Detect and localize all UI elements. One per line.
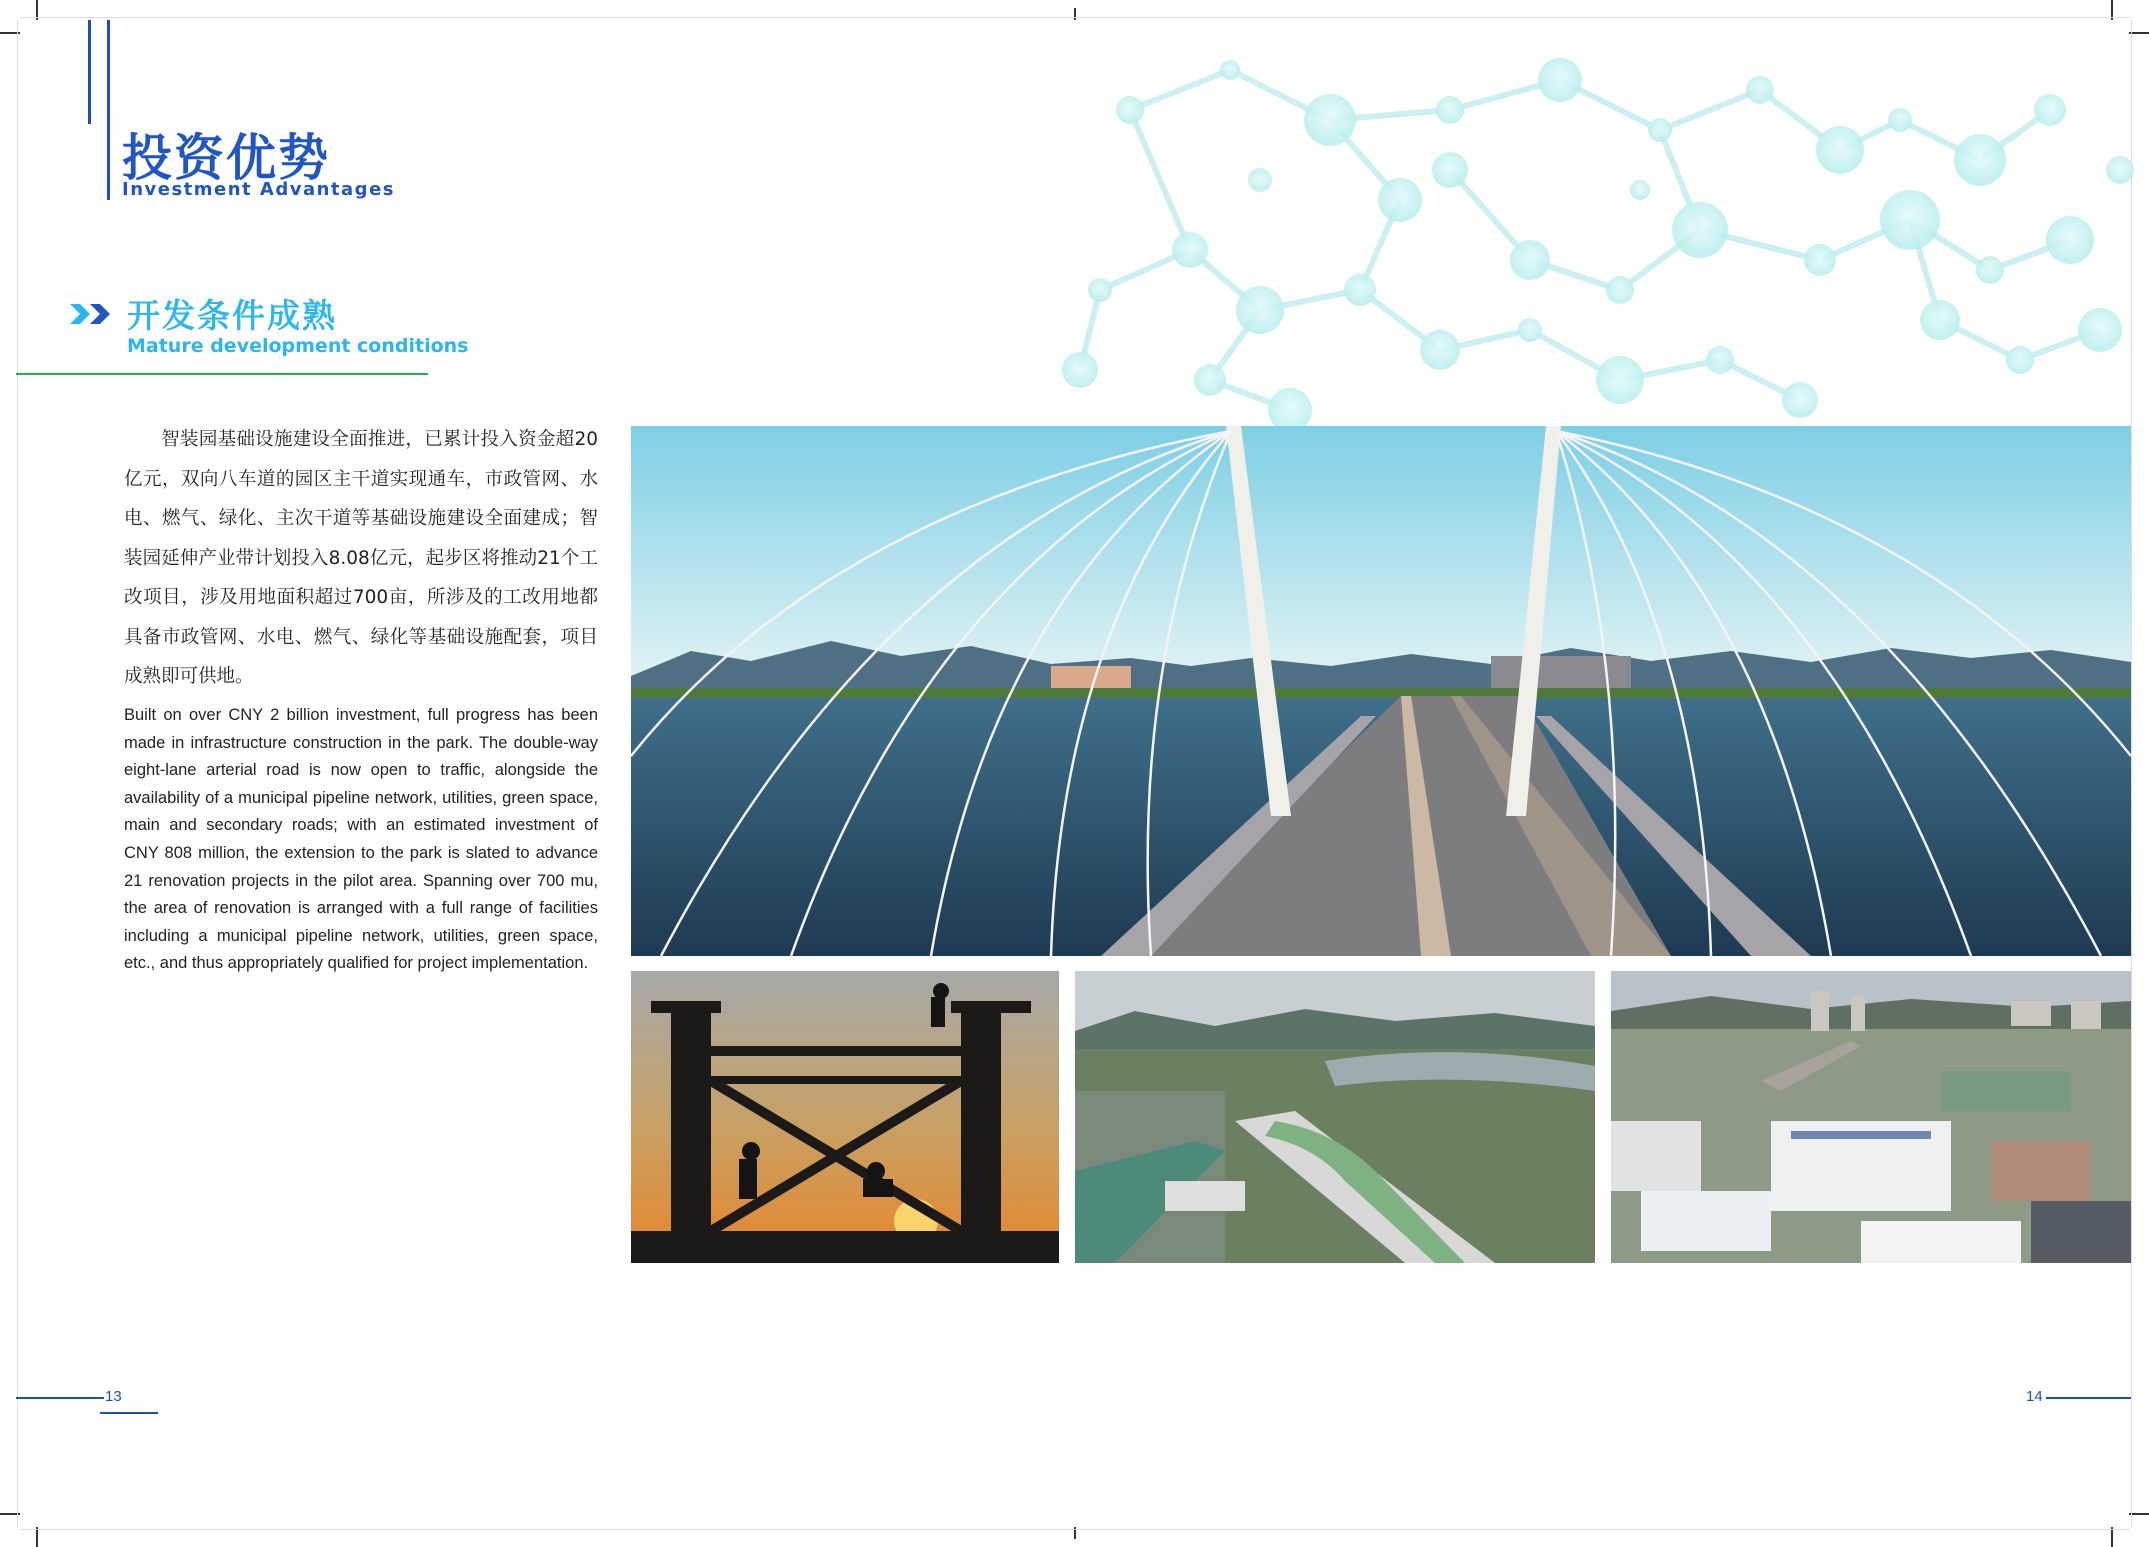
- highway-aerial-photo: [1075, 971, 1595, 1263]
- header-accent-line: [107, 20, 110, 200]
- page-border: [20, 1529, 2130, 1530]
- page-number-rule-left: [16, 1397, 104, 1399]
- page-title: 投资优势: [122, 129, 330, 187]
- page-border: [20, 17, 2130, 18]
- double-chevron-icon: [70, 302, 116, 326]
- body-text-english: Built on over CNY 2 billion investment, full progress has been made in infrastructure construction in the park. The double-way eight-lane arterial road is now open to traffic, alongside the availability of a municipal pipeline network, utilities, green space, main and secondary roads; with an estimated investment of CNY 808 million, the extension to the park is slated to advance 21 renovation projects in the pilot area. Spanning over 700 mu, the area of renovation is arranged with a full range of facilities including a municipal pipeline network, utilities, green space, etc., and thus appropriately qualified for project implementation.: [124, 706, 598, 973]
- page-number-right: 14: [2026, 1388, 2043, 1405]
- header-accent-line: [88, 20, 91, 124]
- crop-mark: [2111, 1527, 2113, 1547]
- section-subtitle: Mature development conditions: [127, 335, 469, 357]
- body-text-chinese: [124, 420, 598, 697]
- workers-silhouette-photo: [631, 971, 1059, 1263]
- molecule-decoration: [1060, 30, 2149, 430]
- industrial-park-aerial-photo: [1611, 971, 2131, 1263]
- page-number-rule-left-lower: [100, 1412, 158, 1414]
- page-number-left: 13: [105, 1388, 122, 1405]
- chinese-paragraph: 智装园基础设施建设全面推进，已累计投入资金超20亿元，双向八车道的园区主干道实现通车，市政管网、水电、燃气、绿化、主次干道等基础设施建设全面建成；智装园延伸产业带计划投入8.08亿元，起步区将推动21个工改项目，涉及用地面积超过700亩，所涉及的工改用地都具备市政管网、水电、燃气、绿化等基础设施配套，项目成熟即可供地。: [124, 429, 598, 687]
- bridge-photo: [631, 426, 2131, 956]
- crop-mark: [1074, 8, 1076, 20]
- page-border: [17, 20, 18, 1527]
- crop-mark: [2129, 1513, 2149, 1515]
- page-subtitle: Investment Advantages: [122, 179, 395, 200]
- section-title: 开发条件成熟: [127, 296, 337, 335]
- crop-mark: [36, 1527, 38, 1547]
- section-divider: [16, 373, 428, 375]
- page-number-rule-right: [2046, 1397, 2131, 1399]
